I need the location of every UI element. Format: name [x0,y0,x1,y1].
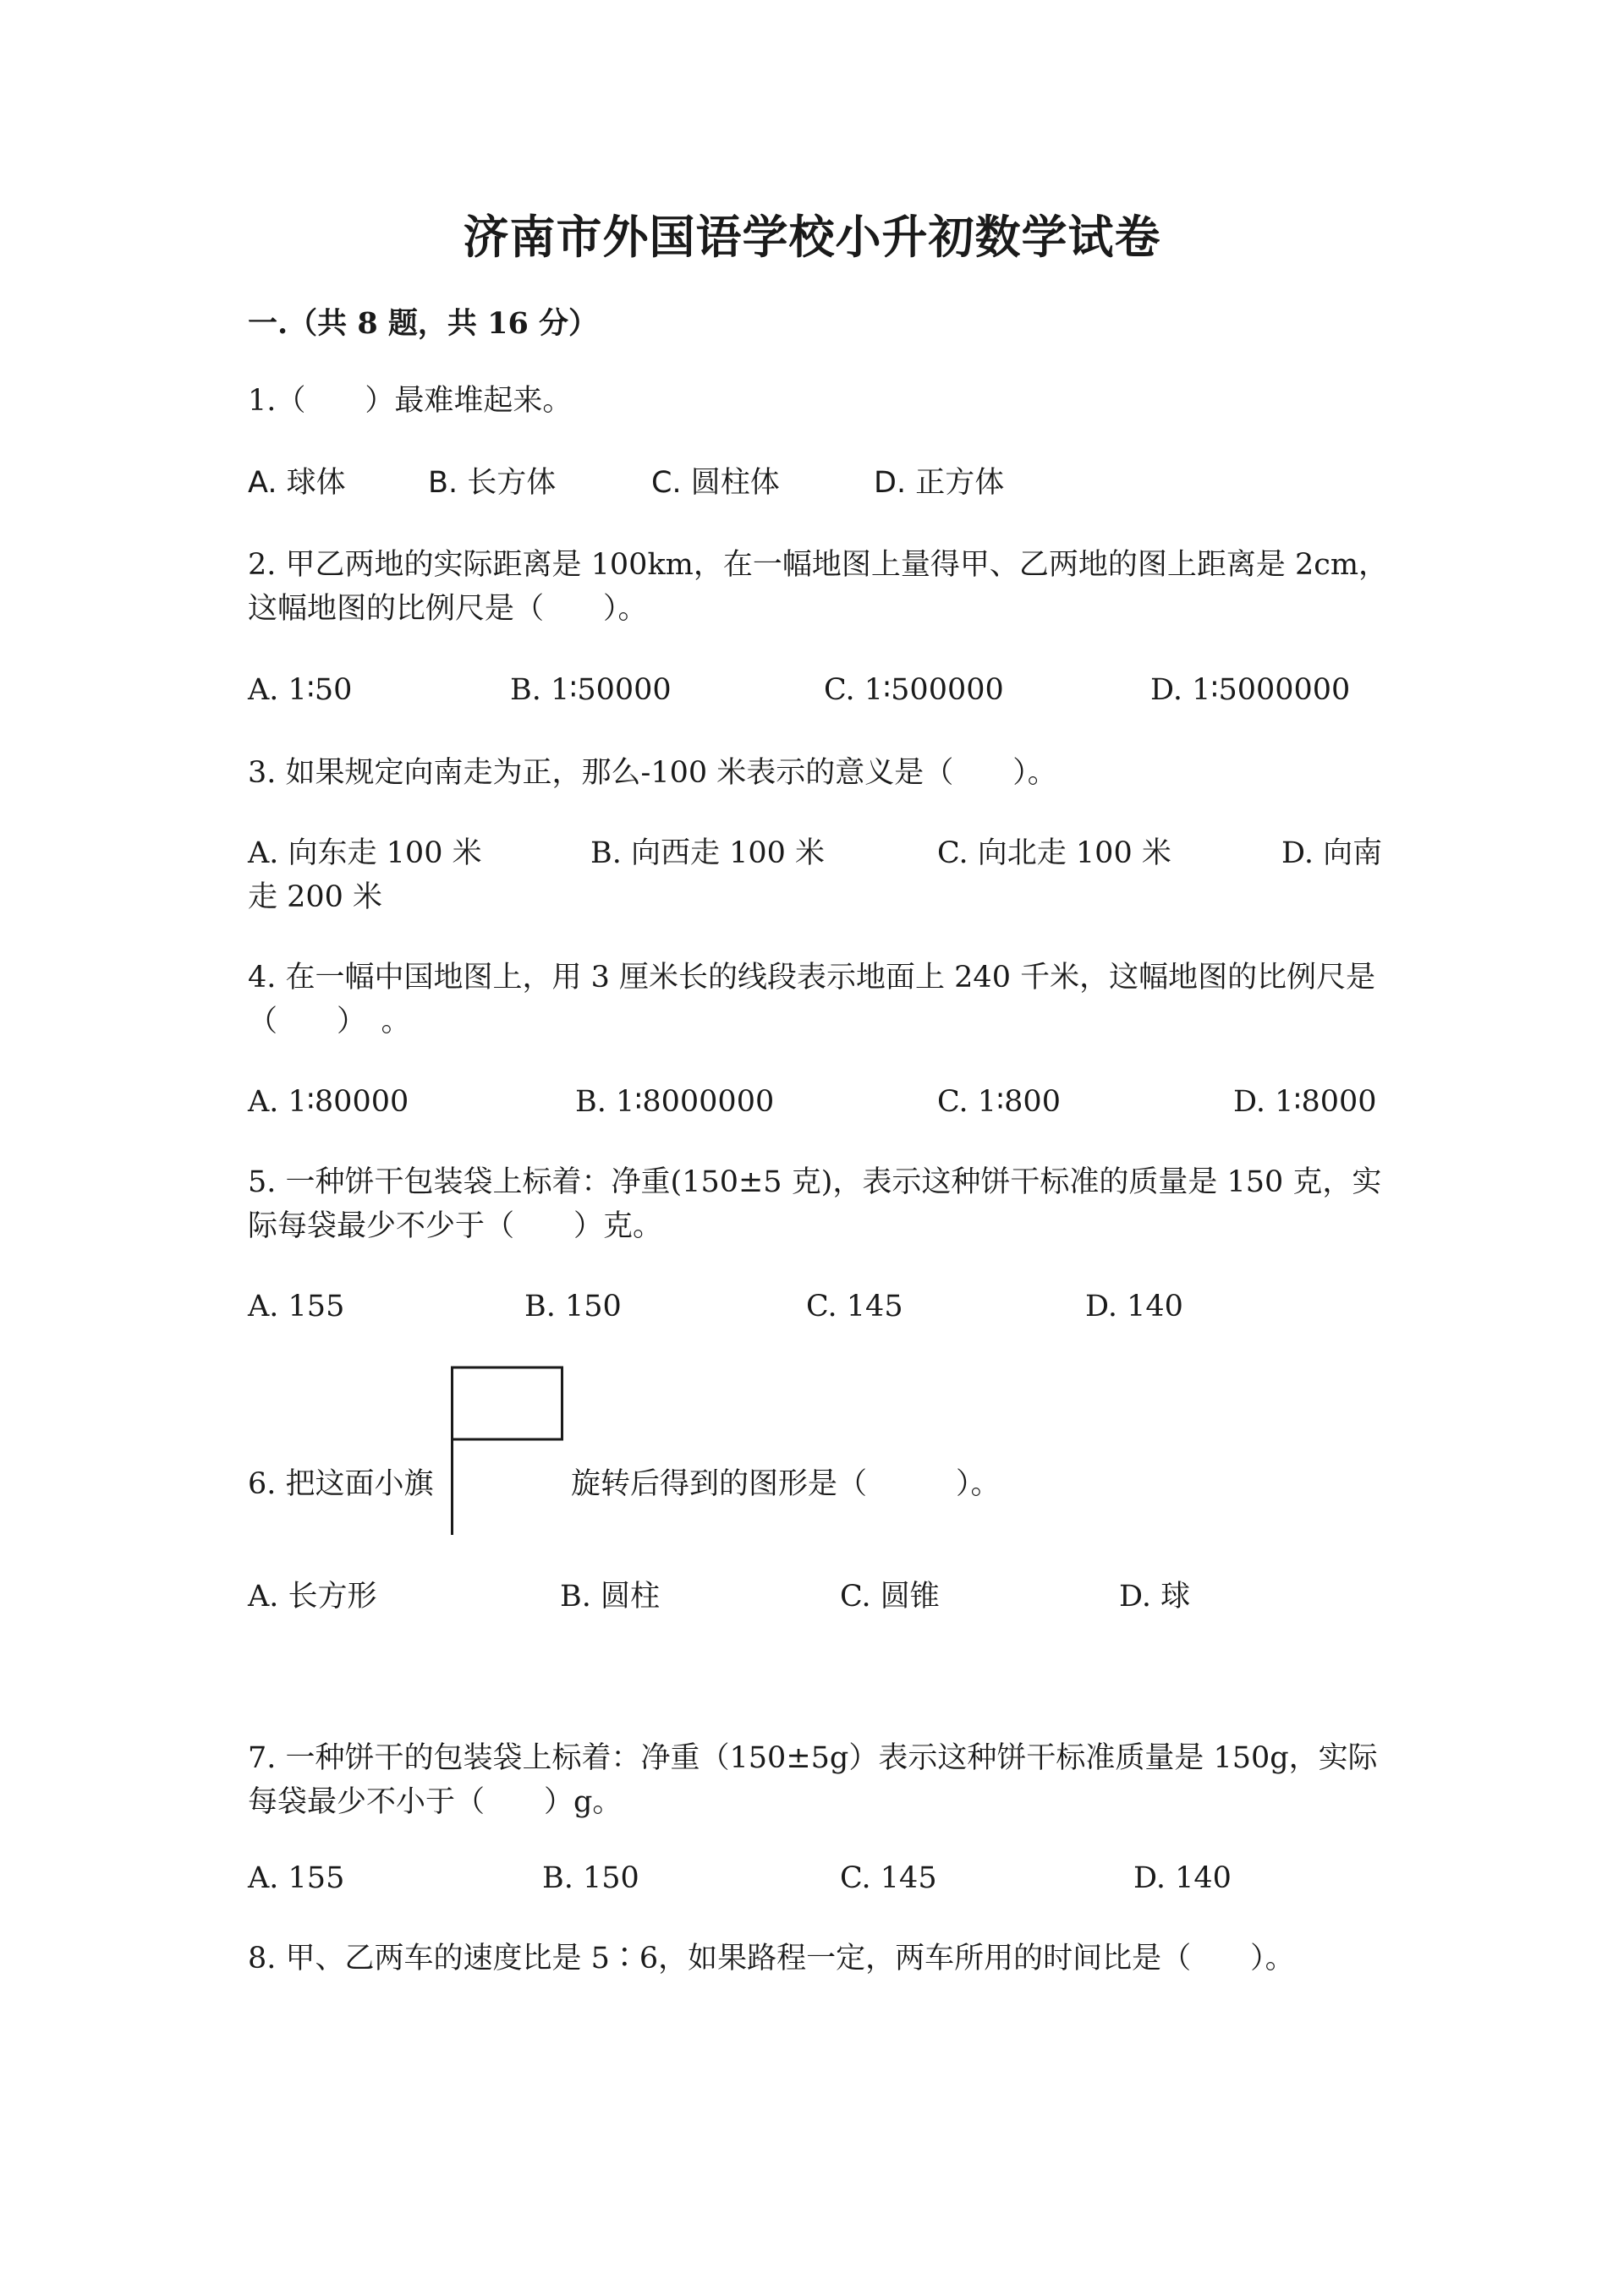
option-a: A. 1∶50 [248,673,353,707]
question-1-options [248,461,1398,505]
question-6-text-before: 6. 把这面小旗 [248,1467,434,1501]
option-a: A. 155 [248,1861,345,1895]
question-6 [248,1366,1398,1543]
question-7: 7. 一种饼干的包装袋上标着：净重（150±5g）表示这种饼干标准质量是 150g，实际每袋最少不小于（ ）g。 [248,1741,1378,1819]
flag-figure [451,1366,569,1539]
question-3: 3. 如果规定向南走为正，那么-100 米表示的意义是（ ）。 [248,756,1057,790]
option-b: B. 1∶50000 [510,673,672,707]
option-d: D. 1∶8000 [1233,1085,1377,1119]
option-b: B. 向西走 100 米 [590,836,826,870]
option-c: C. 1∶500000 [824,673,1004,707]
option-c: C. 向北走 100 米 [937,836,1171,870]
option-b: B. 150 [524,1290,622,1323]
question-3-options-wrap: 走 200 米 [248,880,383,914]
option-d: D. 1∶5000000 [1150,673,1351,707]
option-c: C. 1∶800 [937,1085,1061,1119]
option-c: C. 145 [806,1290,903,1323]
option-d: D. 球 [1119,1580,1191,1614]
option-d: D. 140 [1085,1290,1183,1323]
option-d: D. 向南 [1281,836,1383,870]
page-title: 济南市外国语学校小升初数学试卷 [463,210,1161,264]
question-8: 8. 甲、乙两车的速度比是 5∶6，如果路程一定，两车所用的时间比是（ ）。 [248,1942,1295,1975]
question-3-options [248,831,1398,875]
question-5: 5. 一种饼干包装袋上标着：净重(150±5 克)，表示这种饼干标准的质量是 150 克，实际每袋最少不少于（ ）克。 [248,1165,1382,1243]
question-4: 4. 在一幅中国地图上，用 3 厘米长的线段表示地面上 240 千米，这幅地图的比例尺是（ ） 。 [248,961,1376,1038]
question-7-options [248,1856,1398,1900]
question-5-options [248,1285,1398,1329]
question-1: 1.（ ）最难堆起来。 [248,384,573,418]
flag-rectangle [453,1367,562,1439]
option-b: B. 长方体 [428,466,557,500]
section-heading: 一.（共 8 题，共 16 分） [248,306,598,341]
option-b: B. 1∶8000000 [575,1085,775,1119]
option-c: C. 圆柱体 [651,466,780,500]
option-a: A. 长方形 [248,1580,377,1614]
option-a: A. 1∶80000 [248,1085,409,1119]
option-d: D. 正方体 [874,466,1005,500]
question-2: 2. 甲乙两地的实际距离是 100km，在一幅地图上量得甲、乙两地的图上距离是 2cm，这幅地图的比例尺是（ ）。 [248,548,1389,626]
question-6-text-after: 旋转后得到的图形是（ ）。 [571,1467,1001,1501]
option-a: A. 向东走 100 米 [248,836,482,870]
option-b: B. 150 [542,1861,639,1895]
option-d: D. 140 [1133,1861,1232,1895]
option-c: C. 圆锥 [840,1580,940,1614]
question-6-options [248,1575,1398,1619]
option-a: A. 155 [248,1290,345,1323]
option-a: A. 球体 [248,466,346,500]
option-c: C. 145 [840,1861,937,1895]
option-b: B. 圆柱 [560,1580,660,1614]
question-2-options [248,668,1398,712]
question-4-options [248,1080,1398,1124]
